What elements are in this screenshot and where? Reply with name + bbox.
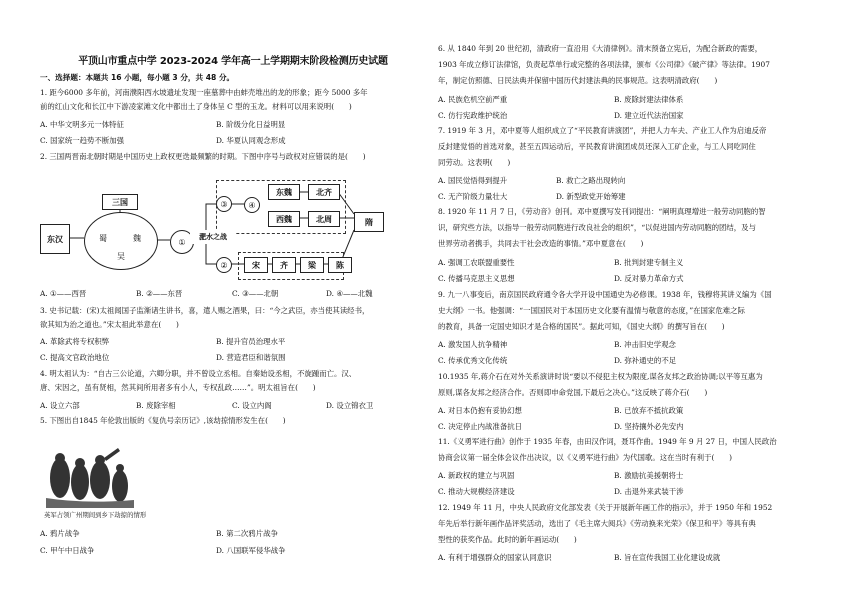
box-liang: 梁 [300,257,324,273]
q8-line3: 世界劳动者携手，共同去干社会改造的事情。”邓中夏意在( ) [438,239,644,248]
q9-option-b: B. 冲击旧史学观念 [614,340,676,349]
q1-line1: 1. 距今6000 多年前，河南濮阳西水坡遗址发现一座墓葬中由蚌壳堆出的龙的形象；距今 5000 多年 [40,88,368,97]
q8-line1: 8. 1920 年 11 月 7 日，《劳动音》创刊。邓中夏撰写发刊词提出：“阐明真理增进一般劳动同胞的智 [438,207,766,216]
section-heading: 一、选择题：本题共 16 小题，每小题 3 分，共 48 分。 [40,73,235,82]
box-xi-wei: 西魏 [268,211,300,227]
q4-option-b: B. 废除宰相 [136,401,176,410]
q6-line3: 年，制定仿照德、日民法典并保留中国历代封建法典的民事规范。这表明清政府( ) [438,76,718,85]
q11-option-d: D. 击退外来武装干涉 [614,487,684,496]
q2-option-a: A. ①——西晋 [40,289,87,298]
box-qi: 齐 [272,257,296,273]
q8-option-c: C. 传播马克思主义思想 [438,274,515,283]
q8-option-b: B. 批判封建专制主义 [614,258,684,267]
q6-option-c: C. 仿行宪政维护统治 [438,111,508,120]
marker-4: ④ [244,197,260,213]
q6-option-b: B. 废除封建法律体系 [614,95,684,104]
q9-option-a: A. 激发国人抗争精神 [438,340,508,349]
q7-option-a: A. 国民觉悟得到提升 [438,176,508,185]
dynasty-diagram [40,178,426,290]
q12-option-a: A. 有利于增强群众的国家认同意识 [438,553,552,562]
q7-line3: 同劳动。这表明( ) [438,158,511,167]
q6-line1: 6. 从 1840 年到 20 世纪初，清政府一直沿用《大清律例》。清末预备立宪后，为配合新政的需要， [438,44,763,53]
q1-option-d: D. 华夏认同观念形成 [216,136,286,145]
q4-line2: 唐、宋因之，虽有贤相，然其间所用者多有小人，专权乱政……”。明太祖旨在( ) [40,383,316,392]
q6-option-a: A. 民族危机空前严重 [438,95,508,104]
q9-option-d: D. 弥补通史的不足 [614,356,677,365]
q3-line2: 欲其知为治之道也。”宋太祖此举意在( ) [40,320,179,329]
plunder-illustration [44,448,234,513]
q9-line3: 的教育，具备一定国史知识才是合格的国民”。据此可知，《国史大纲》的撰写旨在( ) [438,322,725,331]
q6-line2: 1903 年成立修订法律馆，负责起草单行或完整的各项法律，颁布《公司律》《破产律》等法律。1907 [438,60,770,69]
q3-option-a: A. 革除武将专权积弊 [40,337,110,346]
q5-option-d: D. 八国联军侵华战争 [216,546,286,555]
box-song: 宋 [244,257,268,273]
box-sanguo: 三国 [102,194,138,210]
q10-line1: 10.1935 年,蒋介石在对外关系演讲时说“要以不侵犯主权为限度,谋各友邦之政治协调;以平等互惠为 [438,372,763,381]
marker-3: ③ [216,196,232,212]
q1-option-c: C. 国家统一趋势不断加强 [40,136,124,145]
q7-option-b: B. 救亡之路出现转向 [556,176,626,185]
box-dong-han: 东汉 [40,224,70,254]
q10-option-d: D. 坚持攘外必先安内 [614,422,684,431]
q11-option-b: B. 激励抗美援朝将士 [614,471,684,480]
q5-option-a: A. 鸦片战争 [40,529,80,538]
marker-1: ① [170,230,194,254]
box-chen: 陈 [328,257,352,273]
q4-line1: 4. 明太祖认为：“自古三公论道，六卿分职，并不曾设立丞相。自秦始设丞相，不旋踵而亡。汉、 [40,369,357,378]
q10-option-b: B. 已放弃不抵抗政策 [614,406,684,415]
q11-option-c: C. 推动大规模经济建设 [438,487,515,496]
q10-line2: 原则,谋各友邦之经济合作。否则即申命党国,下最后之决心。”这反映了蒋介石( ) [438,388,708,397]
q4-option-c: C. 设立内阁 [232,401,272,410]
q11-line2: 协商会议第一届全体会议作出决议，以《义勇军进行曲》为代国歌。这在当时有利于( ) [438,453,733,462]
circle-wu: 吴 [117,252,125,261]
circle-shu: 蜀 [99,234,107,243]
q7-line1: 7. 1919 年 3 月，邓中夏等人组织成立了“平民教育讲演团”，并把人力车夫、产业工人作为启迪反帝 [438,126,767,135]
q8-option-d: D. 反对暴力革命方式 [614,274,684,283]
q12-line2: 年先后举行新年画作品评奖活动，选出了《毛主席大阅兵》《劳动换来光荣》《保卫和平》等具有典 [438,519,756,528]
q10-option-c: C. 决定停止内战准备抗日 [438,422,522,431]
illustration-caption: 英军占领广州期间到乡下劫掠的情形 [44,511,147,519]
q7-option-c: C. 无产阶级力量壮大 [438,192,508,201]
q3-option-d: D. 营造君臣和谐氛围 [216,353,286,362]
q2-line1: 2. 三国两晋南北朝时期是中国历史上政权更迭最频繁的时期。下图中序号与政权对应错误的是( ) [40,152,366,161]
q6-option-d: D. 建立近代法治国家 [614,111,684,120]
box-dong-wei: 东魏 [268,184,300,200]
q8-option-a: A. 强调工农联盟重要性 [438,258,515,267]
q7-option-d: D. 新型政党开始筹建 [556,192,626,201]
q2-option-d: D. ④——北魏 [326,289,373,298]
q1-line2: 前的红山文化和长江中下游凌家滩文化中都出土了身体呈 C 型的玉龙。材料可以用来说明( ) [40,102,352,111]
marker-2: ② [216,257,232,273]
q3-option-c: C. 提高文官政治地位 [40,353,110,362]
q2-option-c: C. ③——北朝 [232,289,279,298]
q5-option-b: B. 第二次鸦片战争 [216,529,278,538]
q1-option-a: A. 中华文明多元一体特征 [40,120,124,129]
box-bei-qi: 北齐 [308,184,340,200]
q1-option-b: B. 阶级分化日益明显 [216,120,286,129]
q11-line1: 11.《义勇军进行曲》创作于 1935 年春，由田汉作词，聂耳作曲。1949 年 9 月 27 日，中国人民政治 [438,437,777,446]
q7-line2: 反封建觉悟的首选对象，甚至五四运动后，平民教育讲演团成员还深入工矿企业，与工人同吃同住 [438,142,756,151]
q5-option-c: C. 甲午中日战争 [40,546,95,555]
q3-line1: 3. 史书记载：(宋)太祖闻国子监渐诸生讲书，喜，遣人赐之酒果，曰：“今之武臣，亦当使其读经书， [40,306,370,315]
q9-line2: 史大纲》一书。他强调：“一国国民对于本国历史文化要有温情与敬意的态度，”在国家危难之际 [438,306,745,315]
q8-line2: 识，研究些方法，以指导一般劳动同胞进行改良社会的组织”，“以促进国内劳动同胞的团结，及与 [438,223,756,232]
q4-option-d: D. 设立锦衣卫 [326,401,374,410]
q12-line3: 型性的获奖作品。此时的新年画运动( ) [438,535,577,544]
q5-line1: 5. 下图出自1845 年伦敦出版的《复仇号亲历记》,该劫掠情形发生在( ) [40,416,286,425]
three-kingdoms-circle [84,212,158,270]
q9-option-c: C. 传承优秀文化传统 [438,356,508,365]
circle-wei: 魏 [133,234,141,243]
q3-option-b: B. 提升官员治理水平 [216,337,286,346]
box-bei-zhou: 北周 [308,211,340,227]
page-title: 平顶山市重点中学 2023-2024 学年高一上学期期末阶段检测历史试题 [78,56,388,67]
label-feishui: 淝水之战 [190,230,236,244]
q9-line1: 9. 九一八事变后，南京国民政府通令各大学开设中国通史为必修课。1938 年，钱穆将其讲义编为《国 [438,290,772,299]
q2-option-b: B. ②——东晋 [136,289,183,298]
q11-option-a: A. 新政权的建立与巩固 [438,471,515,480]
box-sui: 隋 [354,212,384,232]
q12-line1: 12. 1949 年 11 月，中央人民政府文化部发表《关于开展新年画工作的指示》，并于 1950 年和 1952 [438,503,773,512]
q12-option-b: B. 旨在宣传我国工业化建设成就 [614,553,721,562]
q4-option-a: A. 设立六部 [40,401,80,410]
q10-option-a: A. 对日本仍抱有妥协幻想 [438,406,522,415]
